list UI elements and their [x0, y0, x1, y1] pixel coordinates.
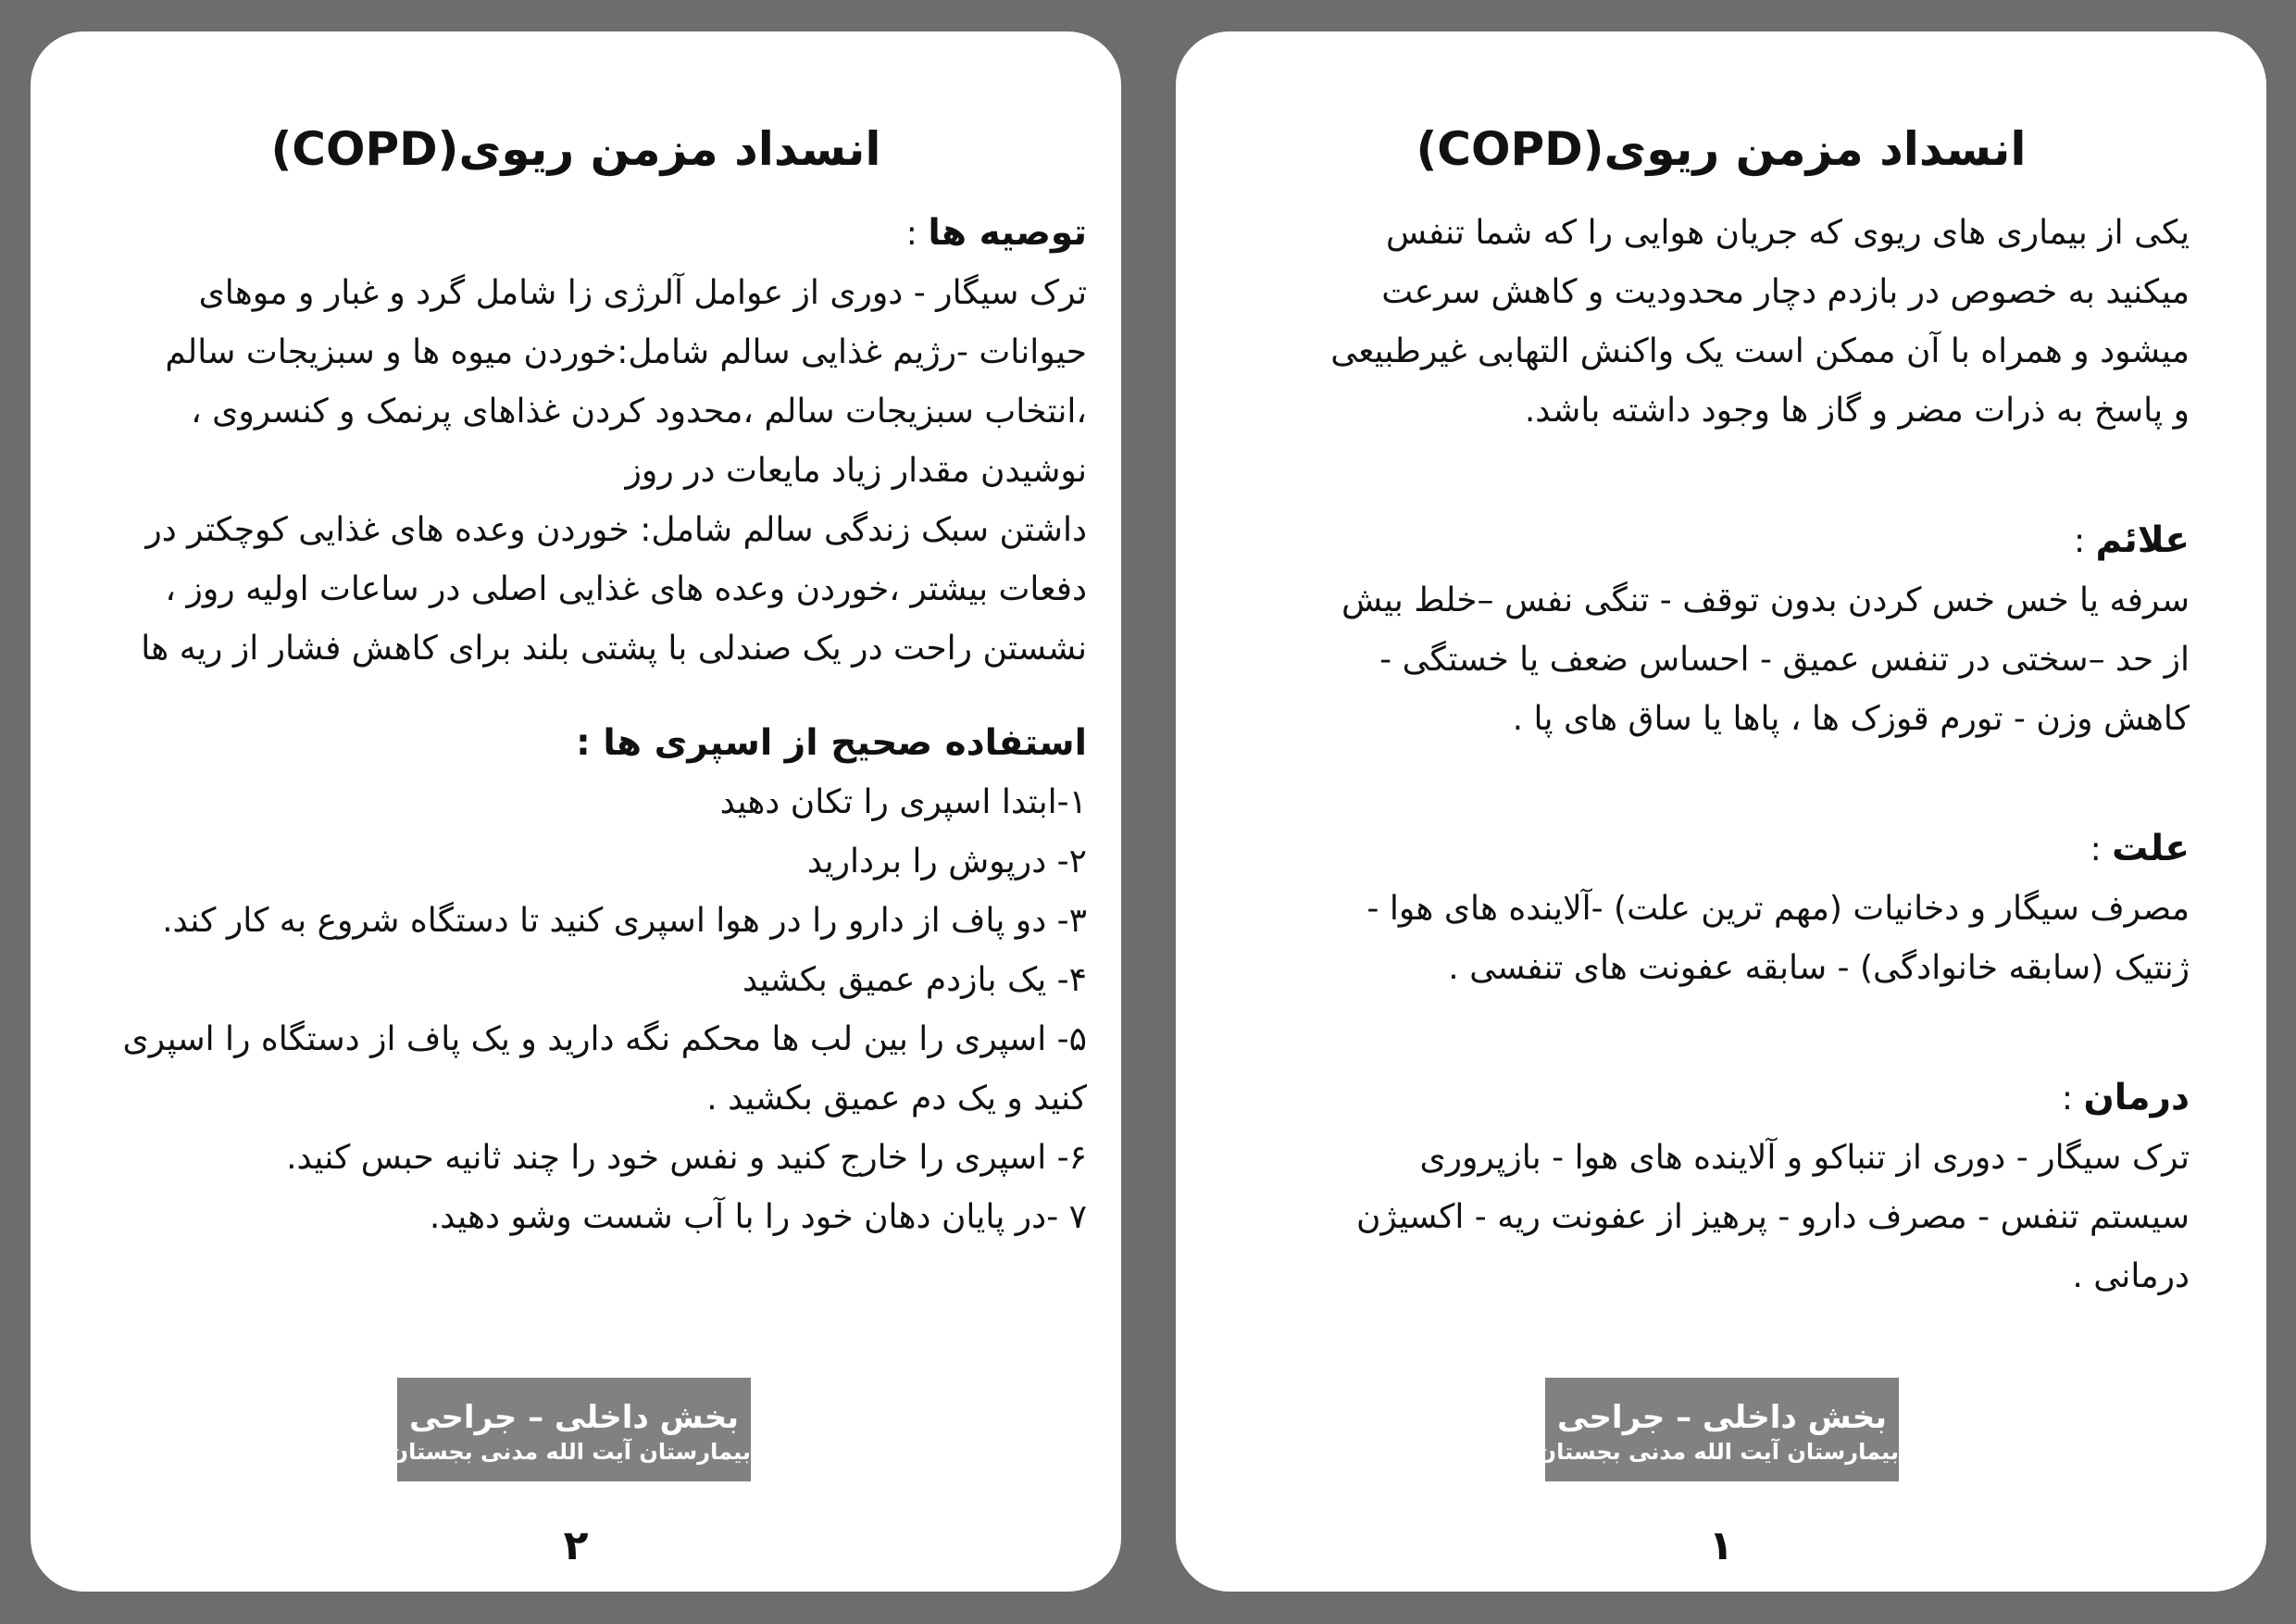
- symptoms-line: از حد –سختی در تنفس عمیق - احساس ضعف یا خستگی -: [1379, 641, 2190, 679]
- spacer: [1231, 749, 2190, 819]
- inhaler-step: ۵- اسپری را بین لب ها محکم نگه دارید و یک پاف از دستگاه را اسپری کنید و یک دم عمیق بکشید .: [122, 1020, 1087, 1118]
- cause-heading-row: علت :: [2090, 828, 2190, 869]
- inhaler-step: ۶- اسپری را خارج کنید و نفس خود را چند ثانیه حبس کنید.: [286, 1139, 1087, 1177]
- department-stamp: [389, 1378, 751, 1481]
- recommendation-line: دفعات بیشتر ،خوردن وعده های غذایی اصلی در ساعات اولیه روز ،: [165, 570, 1087, 608]
- recommendations-list: [66, 264, 1087, 679]
- intro-line: میشود و همراه با آن ممکن است یک واکنش التهابی غیرطبیعی: [1330, 332, 2190, 370]
- treatment-line: سیستم تنفس - مصرف دارو - پرهیز از عفونت ریه - اکسیژن: [1355, 1198, 2190, 1236]
- recommendations-heading-row: توصیه ها :: [905, 212, 1087, 254]
- page-number: ۱: [1708, 1522, 1734, 1569]
- department-name: بخش داخلی – جراحی: [1557, 1399, 1887, 1436]
- recommendation-line: نوشیدن مقدار زیاد مایعات در روز: [625, 452, 1087, 490]
- recommendations-heading: توصیه ها: [928, 212, 1087, 254]
- recommendation-line: ،انتخاب سبزیجات سالم ،محدود کردن غذاهای پرنمک و کنسروی ،: [191, 393, 1087, 431]
- inhaler-step: ۲- درپوش را بردارید: [806, 843, 1087, 881]
- inhaler-heading: استفاده صحیح از اسپری ها :: [576, 722, 1087, 764]
- treatment-line: ترک سیگار - دوری از تنباکو و آلاینده های هوا - بازپروری: [1419, 1139, 2190, 1177]
- treatment-heading: درمان: [2083, 1077, 2190, 1118]
- inhaler-step: ۳- دو پاف از دارو را در هوا اسپری کنید تا دستگاه شروع به کار کند.: [162, 902, 1087, 940]
- page-1: [1176, 31, 2266, 1592]
- symptoms-line: کاهش وزن - تورم قوزک ها ، پاها یا ساق های پا .: [1512, 700, 2190, 738]
- recommendation-line: نشستن راحت در یک صندلی با پشتی بلند برای کاهش فشار از ریه ها: [141, 630, 1087, 668]
- symptoms-paragraph: [1231, 571, 2190, 749]
- treatment-line: درمانی .: [2072, 1257, 2190, 1295]
- page-1-content: [1231, 204, 2190, 1306]
- department-stamp: [1537, 1378, 1899, 1481]
- recommendation-line: حیوانات -رژیم غذایی سالم شامل:خوردن میوه ها و سبزیجات سالم: [165, 333, 1087, 371]
- recommendation-line: داشتن سبک زندگی سالم شامل: خوردن وعده های غذایی کوچکتر در: [145, 511, 1087, 549]
- spacer: [1231, 998, 2190, 1068]
- intro-paragraph: [1231, 204, 2190, 441]
- page-2-title: [31, 117, 1121, 181]
- symptoms-line: سرفه یا خس خس کردن بدون توقف - تنگی نفس –خلط بیش: [1341, 581, 2190, 619]
- treatment-heading-row: درمان :: [2061, 1077, 2190, 1118]
- treatment-paragraph: [1231, 1129, 2190, 1306]
- department-name: بخش داخلی – جراحی: [409, 1399, 739, 1436]
- inhaler-step: ۴- یک بازدم عمیق بکشید: [742, 961, 1087, 999]
- page-2: [31, 31, 1121, 1592]
- spacer: [1231, 441, 2190, 511]
- cause-heading: علت: [2112, 828, 2190, 869]
- hospital-name: بیمارستان آیت الله مدنی بجستان: [389, 1439, 751, 1465]
- inhaler-step: ۱-ابتدا اسپری را تکان دهید: [719, 783, 1087, 821]
- intro-line: یکی از بیماری های ریوی که جریان هوایی را که شما تنفس: [1385, 214, 2190, 252]
- page-1-title-text: انسداد مزمن ریوی(COPD): [1416, 122, 2027, 176]
- intro-line: و پاسخ به ذرات مضر و گاز ها وجود داشته باشد.: [1524, 392, 2190, 430]
- page-2-content: [66, 204, 1087, 1247]
- cause-line: مصرف سیگار و دخانیات (مهم ترین علت) -آلاینده های هوا -: [1366, 890, 2190, 928]
- spacer: [66, 679, 1087, 714]
- inhaler-step: ۷ -در پایان دهان خود را با آب شست وشو دهید.: [429, 1198, 1087, 1236]
- page-number: ۲: [563, 1522, 589, 1569]
- symptoms-heading-row: علائم :: [2073, 519, 2190, 561]
- hospital-name: بیمارستان آیت الله مدنی بجستان: [1537, 1439, 1899, 1465]
- page-1-title: [1176, 117, 2266, 181]
- intro-line: میکنید به خصوص در بازدم دچار محدودیت و کاهش سرعت: [1381, 273, 2190, 311]
- symptoms-heading: علائم: [2095, 519, 2190, 561]
- page-2-title-text: انسداد مزمن ریوی(COPD): [270, 122, 881, 176]
- cause-paragraph: [1231, 880, 2190, 998]
- cause-line: ژنتیک (سابقه خانوادگی) - سابقه عفونت های تنفسی .: [1448, 949, 2190, 987]
- inhaler-steps: [66, 773, 1087, 1247]
- recommendation-line: ترک سیگار - دوری از عوامل آلرژی زا شامل گرد و غبار و موهای: [198, 274, 1087, 312]
